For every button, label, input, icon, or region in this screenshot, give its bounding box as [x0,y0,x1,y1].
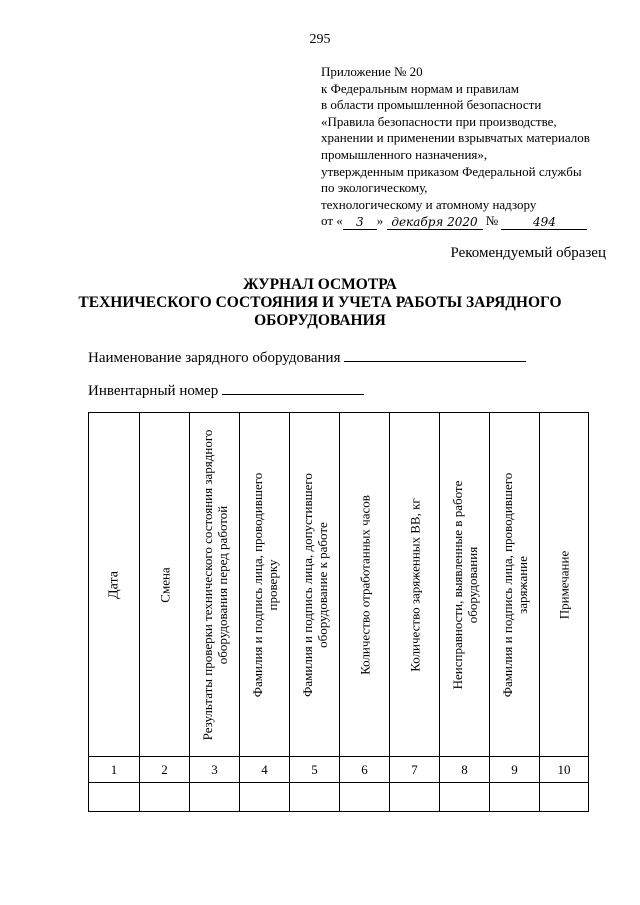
order-mid: » [376,213,384,229]
blank-cell [490,783,540,812]
header-cell [140,413,190,757]
column-number: 3 [190,757,240,783]
recommended-sample-label: Рекомендуемый образец [450,245,606,261]
document-title [60,276,580,330]
inventory-number-label: Инвентарный номер [88,383,219,399]
order-number: 494 [501,215,587,230]
equipment-name-blank [344,347,526,362]
header-shift: Смена [157,566,172,603]
column-number: 4 [240,757,290,783]
equipment-name-field [88,347,526,367]
order-date: декабря 2020 [387,215,483,230]
header-cell [390,413,440,757]
header-row [89,413,589,757]
inventory-number-blank [222,380,364,395]
header-hours-worked: Количество отработанных часов [357,494,372,675]
appendix-line: промышленного назначения», [321,146,488,162]
column-number: 2 [140,757,190,783]
blank-cell [390,783,440,812]
blank-cell [290,783,340,812]
column-number: 9 [490,757,540,783]
appendix-line: хранении и применении взрывчатых материалов [321,130,590,146]
header-cell [540,413,589,757]
header-cell [440,413,490,757]
header-admitted-by: Фамилия и подпись лица, допустившего оборудование к работе [299,472,330,697]
title-line: ЖУРНАЛ ОСМОТРА [243,276,397,293]
appendix-line: в области промышленной безопасности [321,97,542,113]
header-cell [240,413,290,757]
appendix-line: «Правила безопасности при производстве, [321,113,557,129]
appendix-line: по экологическому, [321,180,428,196]
blank-cell [140,783,190,812]
equipment-name-label: Наименование зарядного оборудования [88,350,341,366]
order-day: 3 [343,215,377,230]
order-number-label: № [485,213,499,229]
appendix-line: к Федеральным нормам и правилам [321,80,519,96]
column-number-row [89,757,589,783]
header-note: Примечание [556,550,572,619]
title-line: ОБОРУДОВАНИЯ [254,312,386,329]
order-line [321,213,621,231]
appendix-line: технологическому и атомному надзору [321,196,537,212]
blank-cell [240,783,290,812]
column-number: 7 [390,757,440,783]
blank-cell [340,783,390,812]
header-cell [290,413,340,757]
header-cell [490,413,540,757]
blank-cell [540,783,589,812]
journal-table [88,412,589,812]
column-number: 5 [290,757,340,783]
appendix-line: утвержденным приказом Федеральной службы [321,163,582,179]
header-faults: Неисправности, выявленные в работе оборудования [449,480,480,689]
order-prefix: от « [321,213,343,229]
column-number: 6 [340,757,390,783]
header-cell [89,413,140,757]
inventory-number-field [88,380,364,400]
header-check-results: Результаты проверки технического состояния зарядного оборудования перед работой [199,429,230,740]
blank-cell [440,783,490,812]
header-explosives-charged: Количество заряженных ВВ, кг [407,497,422,672]
appendix-line: Приложение № 20 [321,64,423,79]
blank-cell [89,783,140,812]
blank-cell [190,783,240,812]
column-number: 1 [89,757,140,783]
column-number: 8 [440,757,490,783]
header-cell [190,413,240,757]
blank-entry-row [89,783,589,812]
header-cell [340,413,390,757]
title-line: ТЕХНИЧЕСКОГО СОСТОЯНИЯ И УЧЕТА РАБОТЫ ЗАРЯДНОГО [78,294,562,311]
appendix-block [321,64,621,231]
header-charger: Фамилия и подпись лица, проводившего заряжание [499,472,530,697]
page-number: 295 [309,32,331,47]
header-inspector: Фамилия и подпись лица, проводившего проверку [249,472,280,697]
column-number: 10 [540,757,589,783]
header-date: Дата [106,570,122,599]
